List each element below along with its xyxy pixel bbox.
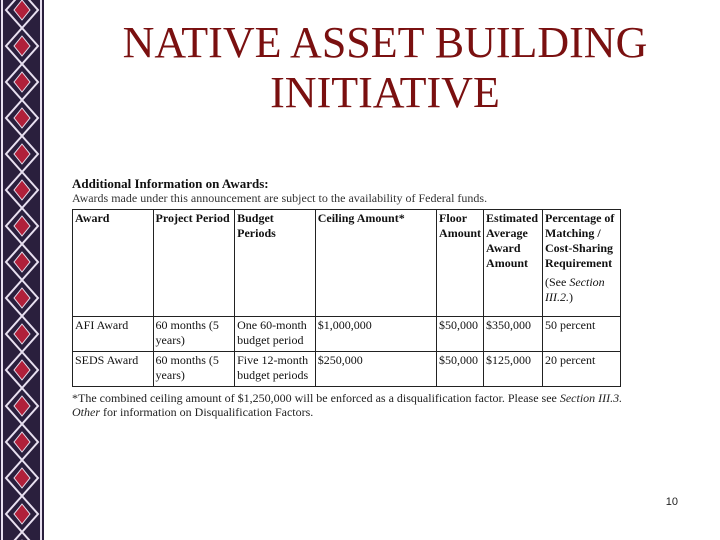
header-estimated-award: Estimated Average Award Amount xyxy=(484,210,543,317)
header-ceiling-amount: Ceiling Amount* xyxy=(315,210,436,317)
cell-floor: $50,000 xyxy=(437,317,484,352)
award-notice xyxy=(72,176,632,419)
title-line-1: NATIVE ASSET BUILDING xyxy=(122,18,648,67)
header-project-period: Project Period xyxy=(153,210,235,317)
page-number: 10 xyxy=(665,496,678,508)
diamond-inner xyxy=(14,324,30,344)
diamond-inner xyxy=(14,468,30,488)
cell-estimated: $350,000 xyxy=(484,317,543,352)
footnote-ref: Section III.3. Other xyxy=(72,391,623,419)
diamond-pattern-icon xyxy=(0,0,44,540)
percentage-header-label: Percentage of Matching / Cost-Sharing Requirement xyxy=(545,211,615,270)
cell-budget-periods: One 60-month budget period xyxy=(235,317,316,352)
diamond-inner xyxy=(14,180,30,200)
ceiling-footnote xyxy=(72,391,632,419)
cell-floor: $50,000 xyxy=(437,352,484,387)
cell-estimated: $125,000 xyxy=(484,352,543,387)
see-note-prefix: (See xyxy=(545,275,570,289)
cell-project-period: 60 months (5 years) xyxy=(153,317,235,352)
diamond-inner xyxy=(14,432,30,452)
diamond-inner xyxy=(14,72,30,92)
diamond-inner xyxy=(14,216,30,236)
slide-title xyxy=(60,18,710,118)
cell-percentage: 20 percent xyxy=(543,352,621,387)
diamond-inner xyxy=(14,396,30,416)
notice-heading: Additional Information on Awards: xyxy=(72,176,269,191)
diamond-inner xyxy=(14,504,30,524)
cell-ceiling: $250,000 xyxy=(315,352,436,387)
diamond-inner xyxy=(14,144,30,164)
percentage-see-note xyxy=(545,275,618,305)
title-line-2: INITIATIVE xyxy=(270,68,500,117)
table-row xyxy=(73,352,621,387)
cell-award: SEDS Award xyxy=(73,352,154,387)
notice-subheading: Awards made under this announcement are subject to the availability of Federal funds. xyxy=(72,191,488,205)
diamond-inner xyxy=(14,36,30,56)
see-note-suffix: ) xyxy=(569,290,574,304)
cell-project-period: 60 months (5 years) xyxy=(153,352,235,387)
awards-table xyxy=(72,209,621,387)
header-floor-amount: Floor Amount xyxy=(437,210,484,317)
diamond-inner xyxy=(14,252,30,272)
header-percentage-matching xyxy=(543,210,621,317)
cell-budget-periods: Five 12-month budget periods xyxy=(235,352,316,387)
cell-award: AFI Award xyxy=(73,317,154,352)
footnote-suffix: for information on Disqualification Factors. xyxy=(100,405,314,419)
diamond-inner xyxy=(14,360,30,380)
table-header-row xyxy=(73,210,621,317)
cell-percentage: 50 percent xyxy=(543,317,621,352)
diamond-outer xyxy=(6,532,38,540)
header-budget-periods: Budget Periods xyxy=(235,210,316,317)
diamond-inner xyxy=(14,0,30,20)
table-row xyxy=(73,317,621,352)
header-award: Award xyxy=(73,210,154,317)
decorative-border xyxy=(0,0,44,540)
cell-ceiling: $1,000,000 xyxy=(315,317,436,352)
diamond-inner xyxy=(14,288,30,308)
diamond-inner xyxy=(14,108,30,128)
footnote-text: *The combined ceiling amount of $1,250,000 will be enforced as a disqualification factor. Please see xyxy=(72,391,560,405)
see-note-ref: Section III.2. xyxy=(545,275,605,304)
